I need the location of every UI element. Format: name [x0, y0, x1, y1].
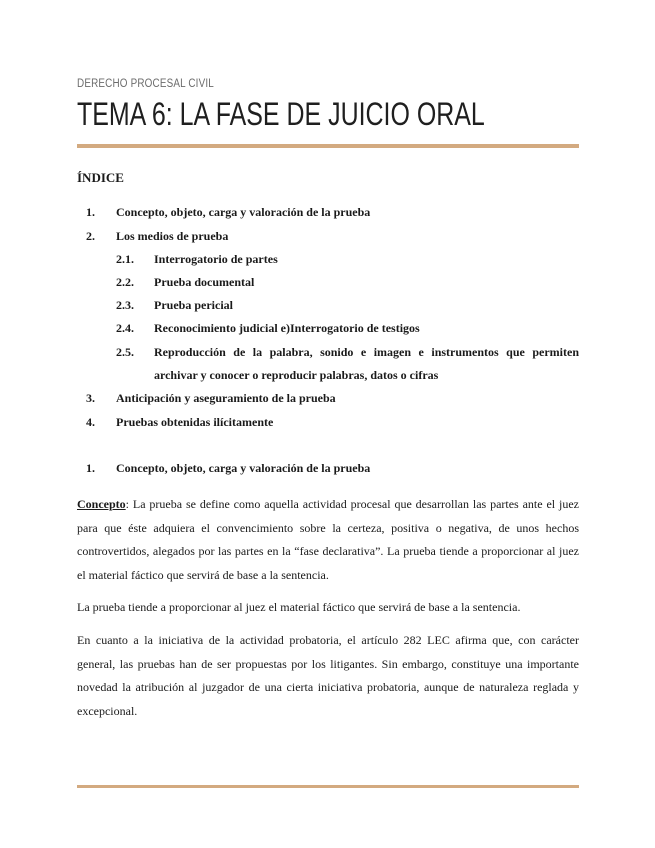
toc-item-number: 2. — [86, 229, 95, 243]
section-title: Concepto, objeto, carga y valoración de la prueba — [116, 461, 371, 475]
subject-label: DERECHO PROCESAL CIVIL — [77, 78, 214, 90]
top-divider — [77, 144, 579, 148]
toc-item-text: Concepto, objeto, carga y valoración de la prueba — [116, 205, 371, 219]
toc-item-number: 2.1. — [116, 252, 134, 266]
toc-item-number: 2.3. — [116, 298, 134, 312]
paragraph-concepto — [77, 493, 579, 587]
section-number: 1. — [86, 461, 95, 475]
toc-item-text: Los medios de prueba — [116, 229, 229, 243]
term-concepto: Concepto — [77, 497, 126, 511]
paragraph-text: : La prueba se define como aquella actividad procesal que desarrollan las partes ante el juez para que éste adquiera el convencimiento sobre la certeza, positiva o negativa, de unos hechos controvertidos, alegados por las partes en la “fase declarativa”. La prueba tiende a proporcionar al juez el material fáctico que servirá de base a la sentencia. — [77, 497, 579, 582]
toc-item-text: Pruebas obtenidas ilícitamente — [116, 415, 274, 429]
toc-item-number: 2.4. — [116, 321, 134, 335]
toc-item-number: 4. — [86, 415, 95, 429]
index-heading: ÍNDICE — [77, 170, 124, 185]
toc-item-text: Reconocimiento judicial e)Interrogatorio de testigos — [154, 321, 420, 335]
toc-item-text: Prueba documental — [154, 275, 255, 289]
toc-item-number: 3. — [86, 391, 95, 405]
toc-item-text: Anticipación y aseguramiento de la prueba — [116, 391, 336, 405]
toc-item-text: Interrogatorio de partes — [154, 252, 278, 266]
bottom-divider — [77, 785, 579, 788]
paragraph: En cuanto a la iniciativa de la actividad probatoria, el artículo 282 LEC afirma que, con carácter general, las pruebas han de ser propuestas por los litigantes. Sin embargo, constituye una importante novedad la atribución al juzgador de una cierta iniciativa probatoria, aunque de naturaleza reglada y excepcional. — [77, 633, 579, 718]
toc-item-text: Reproducción de la palabra, sonido e imagen e instrumentos que permiten archivar y conocer o reproducir palabras, datos o cifras — [154, 345, 579, 382]
toc-item-text: Prueba pericial — [154, 298, 233, 312]
paragraph: La prueba tiende a proporcionar al juez el material fáctico que servirá de base a la sentencia. — [77, 600, 521, 614]
toc-item-number: 2.5. — [116, 345, 134, 359]
page-title: TEMA 6: LA FASE DE JUICIO ORAL — [77, 96, 485, 132]
toc-item-number: 2.2. — [116, 275, 134, 289]
toc-item-number: 1. — [86, 205, 95, 219]
